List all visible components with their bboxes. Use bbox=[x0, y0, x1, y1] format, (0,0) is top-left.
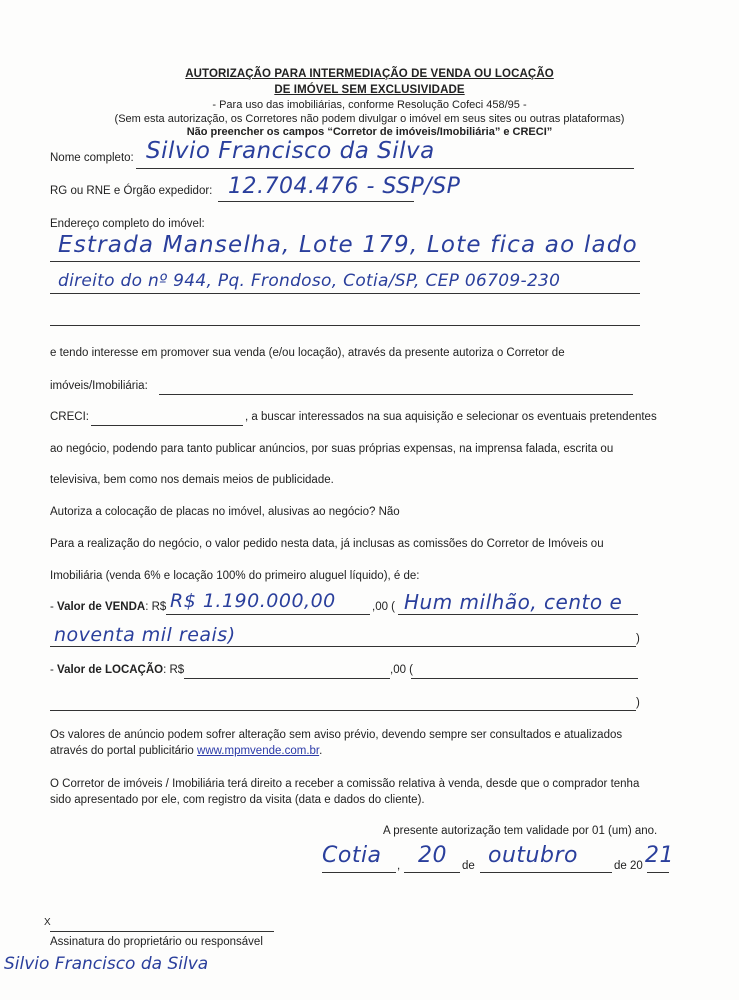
endereco-handwritten-1[interactable]: Estrada Manselha, Lote 179, Lote fica ao lado bbox=[58, 232, 638, 258]
corretor-label: imóveis/Imobiliária: bbox=[50, 380, 148, 392]
rg-handwritten[interactable]: 12.704.476 - SSP/SP bbox=[228, 174, 461, 199]
venda-cents: ,00 ( bbox=[372, 601, 396, 613]
endereco-label: Endereço completo do imóvel: bbox=[50, 218, 205, 230]
locacao-extenso-line-1[interactable] bbox=[411, 678, 638, 679]
title-line-2: DE IMÓVEL SEM EXCLUSIVIDADE bbox=[274, 84, 465, 96]
creci-text: , a buscar interessados na sua aquisição e selecionar os eventuais pretendentes bbox=[245, 411, 657, 423]
title-line-1: AUTORIZAÇÃO PARA INTERMEDIAÇÃO DE VENDA OU LOCAÇÃO bbox=[185, 68, 554, 80]
note-2-line-1: O Corretor de imóveis / Imobiliária terá direito a receber a comissão relativa à venda, desde que o comprador tenha bbox=[50, 778, 640, 790]
locacao-close-paren: ) bbox=[636, 697, 640, 709]
date-de-2: de 20 bbox=[614, 860, 643, 872]
venda-close-paren: ) bbox=[636, 633, 640, 645]
subtitle-resolution: - Para uso das imobiliárias, conforme Resolução Cofeci 458/95 - bbox=[212, 99, 527, 111]
paragraph-5: televisiva, bem como nos demais meios de publicidade. bbox=[50, 474, 334, 486]
locacao-label: - Valor de LOCAÇÃO: R$ bbox=[50, 664, 185, 676]
endereco-handwritten-2[interactable]: direito do nº 944, Pq. Frondoso, Cotia/SP, CEP 06709-230 bbox=[58, 271, 561, 291]
endereco-line-2 bbox=[50, 293, 640, 294]
fill-instruction: Não preencher os campos “Corretor de imóveis/Imobiliária” e CRECI” bbox=[186, 126, 553, 138]
date-de-1: de bbox=[462, 860, 475, 872]
locacao-extenso-line-2[interactable] bbox=[50, 710, 636, 711]
month-line bbox=[480, 872, 612, 873]
venda-extenso-handwritten-2[interactable]: noventa mil reais) bbox=[54, 624, 236, 646]
venda-label: - Valor de VENDA: R$ bbox=[50, 601, 167, 613]
venda-extenso-line-2 bbox=[50, 646, 636, 647]
paragraph-8: Imobiliária (venda 6% e locação 100% do primeiro aluguel líquido), é de: bbox=[50, 570, 420, 582]
corretor-line[interactable] bbox=[159, 394, 633, 395]
note-2-line-2: sido apresentado por ele, com registro da visita (data e dados do cliente). bbox=[50, 794, 425, 806]
paragraph-1: e tendo interesse em promover sua venda (e/ou locação), através da presente autoriza o Corretor de bbox=[50, 347, 565, 359]
endereco-line-3 bbox=[50, 325, 640, 326]
locacao-cents: ,00 ( bbox=[390, 664, 414, 676]
locacao-value-line[interactable] bbox=[184, 678, 390, 679]
portal-link[interactable]: www.mpmvende.com.br bbox=[197, 745, 320, 757]
signature-line[interactable] bbox=[50, 931, 274, 932]
venda-value-handwritten[interactable]: R$ 1.190.000,00 bbox=[170, 590, 336, 612]
endereco-line-1 bbox=[50, 261, 640, 262]
nome-handwritten[interactable]: Silvio Francisco da Silva bbox=[146, 138, 435, 164]
signature-handwritten: Silvio Francisco da Silva bbox=[4, 954, 209, 974]
day-handwritten[interactable]: 20 bbox=[418, 843, 447, 868]
venda-extenso-line-1 bbox=[398, 614, 638, 615]
note-1-line-1: Os valores de anúncio podem sofrer alteração sem aviso prévio, devendo sempre ser consultados e atualizados bbox=[50, 729, 623, 741]
placas-question: Autoriza a colocação de placas no imóvel, alusivas ao negócio? Não bbox=[50, 506, 400, 518]
validade-text: A presente autorização tem validade por 01 (um) ano. bbox=[383, 825, 658, 837]
nome-label: Nome completo: bbox=[50, 152, 134, 164]
month-handwritten[interactable]: outubro bbox=[488, 843, 578, 868]
creci-line[interactable] bbox=[91, 425, 243, 426]
year-line bbox=[647, 872, 669, 873]
paragraph-4: ao negócio, podendo para tanto publicar anúncios, por suas próprias expensas, na imprensa falada, escrita ou bbox=[50, 443, 614, 455]
rg-label: RG ou RNE e Órgão expedidor: bbox=[50, 185, 213, 197]
paragraph-7: Para a realização do negócio, o valor pedido nesta data, já inclusas as comissões do Corretor de Imóveis ou bbox=[50, 538, 604, 550]
city-handwritten[interactable]: Cotia bbox=[322, 843, 382, 868]
venda-extenso-handwritten-1[interactable]: Hum milhão, cento e bbox=[404, 590, 623, 614]
note-1-line-2: através do portal publicitário www.mpmvende.com.br. bbox=[50, 745, 323, 757]
subtitle-warning: (Sem esta autorização, os Corretores não podem divulgar o imóvel em seus sites ou outras plataformas) bbox=[114, 113, 625, 125]
creci-label: CRECI: bbox=[50, 411, 89, 423]
signature-label: Assinatura do proprietário ou responsável bbox=[50, 936, 263, 948]
nome-line bbox=[136, 168, 634, 169]
year-handwritten[interactable]: 21 bbox=[645, 843, 674, 868]
date-comma: , bbox=[397, 860, 401, 872]
day-line bbox=[404, 872, 460, 873]
venda-value-line bbox=[166, 614, 370, 615]
rg-line bbox=[218, 201, 414, 202]
signature-x: X bbox=[44, 917, 51, 928]
city-line bbox=[322, 872, 396, 873]
